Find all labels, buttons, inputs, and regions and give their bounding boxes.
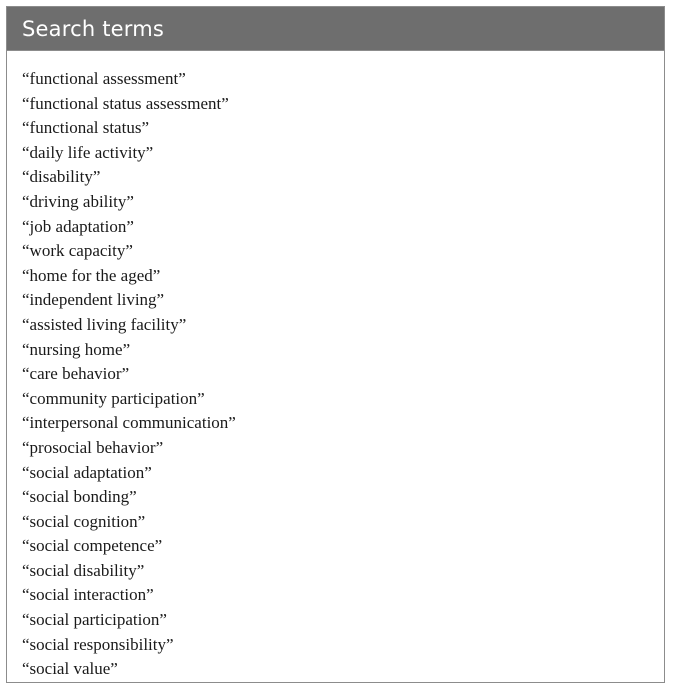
search-term-item: “community participation” <box>22 388 205 408</box>
search-term-item: “interpersonal communication” <box>22 413 236 433</box>
search-term-item: “social bonding” <box>22 487 137 507</box>
search-term-item: “home for the aged” <box>22 265 161 285</box>
search-terms-table <box>6 6 665 683</box>
search-term-item: “social responsibility” <box>22 634 174 654</box>
search-term-item: “social competence” <box>22 536 163 556</box>
search-term-item: “social interaction” <box>22 585 154 605</box>
search-term-item: “social disability” <box>22 560 145 580</box>
search-term-item: “functional status” <box>22 118 149 138</box>
search-term-item: “nursing home” <box>22 339 131 359</box>
search-term-item: “functional status assessment” <box>22 93 229 113</box>
search-term-item: “social cognition” <box>22 511 146 531</box>
search-term-item: “daily life activity” <box>22 142 154 162</box>
search-term-item: “functional assessment” <box>22 69 186 88</box>
search-term-item: “assisted living facility” <box>22 314 187 334</box>
search-term-item: “social adaptation” <box>22 462 152 482</box>
search-term-item: “independent living” <box>22 290 165 310</box>
search-term-item: “prosocial behavior” <box>22 437 164 457</box>
search-term-item: “social value” <box>22 659 118 679</box>
table-header-label: Search terms <box>22 16 165 41</box>
search-terms-list <box>7 51 664 682</box>
search-term-item: “job adaptation” <box>22 216 134 236</box>
search-term-item: “care behavior” <box>22 364 130 384</box>
search-term-item: “work capacity” <box>22 241 133 261</box>
search-term-item: “driving ability” <box>22 191 134 211</box>
search-term-item: “disability” <box>22 167 101 187</box>
table-header <box>7 7 664 50</box>
search-term-item: “social participation” <box>22 610 167 630</box>
